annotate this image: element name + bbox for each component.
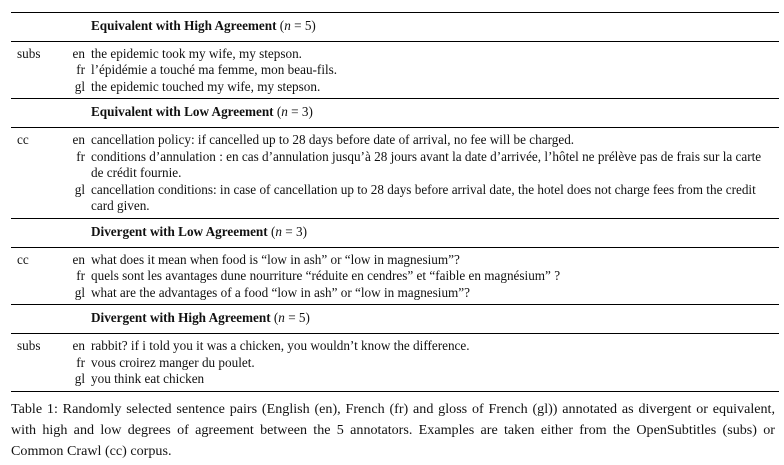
sentence-text: quels sont les avantages dune nourriture “réduite en cendres” et “faible en magnésium” ? xyxy=(91,268,561,284)
sentence-pairs-table xyxy=(11,12,779,392)
language-code: en xyxy=(61,333,91,354)
sentence-text: what does it mean when food is “low in ash” or “low in magnesium”? xyxy=(91,247,779,268)
language-code: gl xyxy=(74,181,85,197)
table-row xyxy=(11,127,779,148)
section-title: Equivalent with Low Agreement (n = 3) xyxy=(91,99,779,128)
table-row xyxy=(11,333,779,354)
table-row xyxy=(11,41,779,62)
section-title: Divergent with Low Agreement (n = 3) xyxy=(91,218,779,247)
language-code: en xyxy=(61,41,91,62)
sentence-text: l’épidémie a touché ma femme, mon beau-fils. xyxy=(91,62,338,78)
language-code: en xyxy=(61,247,91,268)
language-code: gl xyxy=(74,284,85,300)
sentence-text: rabbit? if i told you it was a chicken, you wouldn’t know the difference. xyxy=(91,333,779,354)
table-row xyxy=(11,285,779,305)
section-title: Divergent with High Agreement (n = 5) xyxy=(91,305,779,334)
language-code: fr xyxy=(76,148,85,164)
table-row xyxy=(11,371,779,391)
language-code: en xyxy=(61,127,91,148)
corpus-source: subs xyxy=(11,333,61,354)
language-code: fr xyxy=(76,354,85,370)
language-code: gl xyxy=(61,371,91,391)
table-row xyxy=(11,355,779,372)
table-row xyxy=(11,79,779,99)
language-code: fr xyxy=(76,268,85,284)
sentence-text: what are the advantages of a food “low in ash” or “low in magnesium”? xyxy=(91,284,471,300)
sentence-text: the epidemic took my wife, my stepson. xyxy=(91,41,779,62)
table-row xyxy=(11,62,779,79)
section-header xyxy=(11,218,779,247)
corpus-source: cc xyxy=(11,127,61,148)
language-code: fr xyxy=(76,62,85,78)
table-row xyxy=(11,268,779,285)
sentence-text: cancellation policy: if cancelled up to 28 days before date of arrival, no fee will be charged. xyxy=(91,127,779,148)
sentence-text: the epidemic touched my wife, my stepson. xyxy=(91,78,321,94)
table-row xyxy=(11,182,779,219)
corpus-source: subs xyxy=(11,41,61,62)
section-title: Equivalent with High Agreement (n = 5) xyxy=(91,13,779,42)
section-header xyxy=(11,305,779,334)
sentence-text: vous croirez manger du poulet. xyxy=(91,354,255,370)
section-header xyxy=(11,99,779,128)
table-row xyxy=(11,149,779,182)
table-row xyxy=(11,247,779,268)
sentence-text: cancellation conditions: in case of cancellation up to 28 days before arrival date, the hotel does not charge fees from the credit card given. xyxy=(91,181,756,214)
sentence-text: you think eat chicken xyxy=(91,371,779,391)
corpus-source: cc xyxy=(11,247,61,268)
language-code: gl xyxy=(74,78,85,94)
section-header xyxy=(11,13,779,42)
table-caption: Table 1: Randomly selected sentence pairs (English (en), French (fr) and gloss of French (gl)) annotated as divergent or equivalent, with high and low degrees of agreement between the 5 annotators. Examples are taken either from the OpenSubtitles (subs) or Common Crawl (cc) corpus. xyxy=(11,401,775,459)
sentence-text: conditions d’annulation : en cas d’annulation jusqu’à 28 jours avant la date d’arrivée, l’hôtel ne prélève pas de frais sur la carte de crédit fournie. xyxy=(91,148,762,181)
